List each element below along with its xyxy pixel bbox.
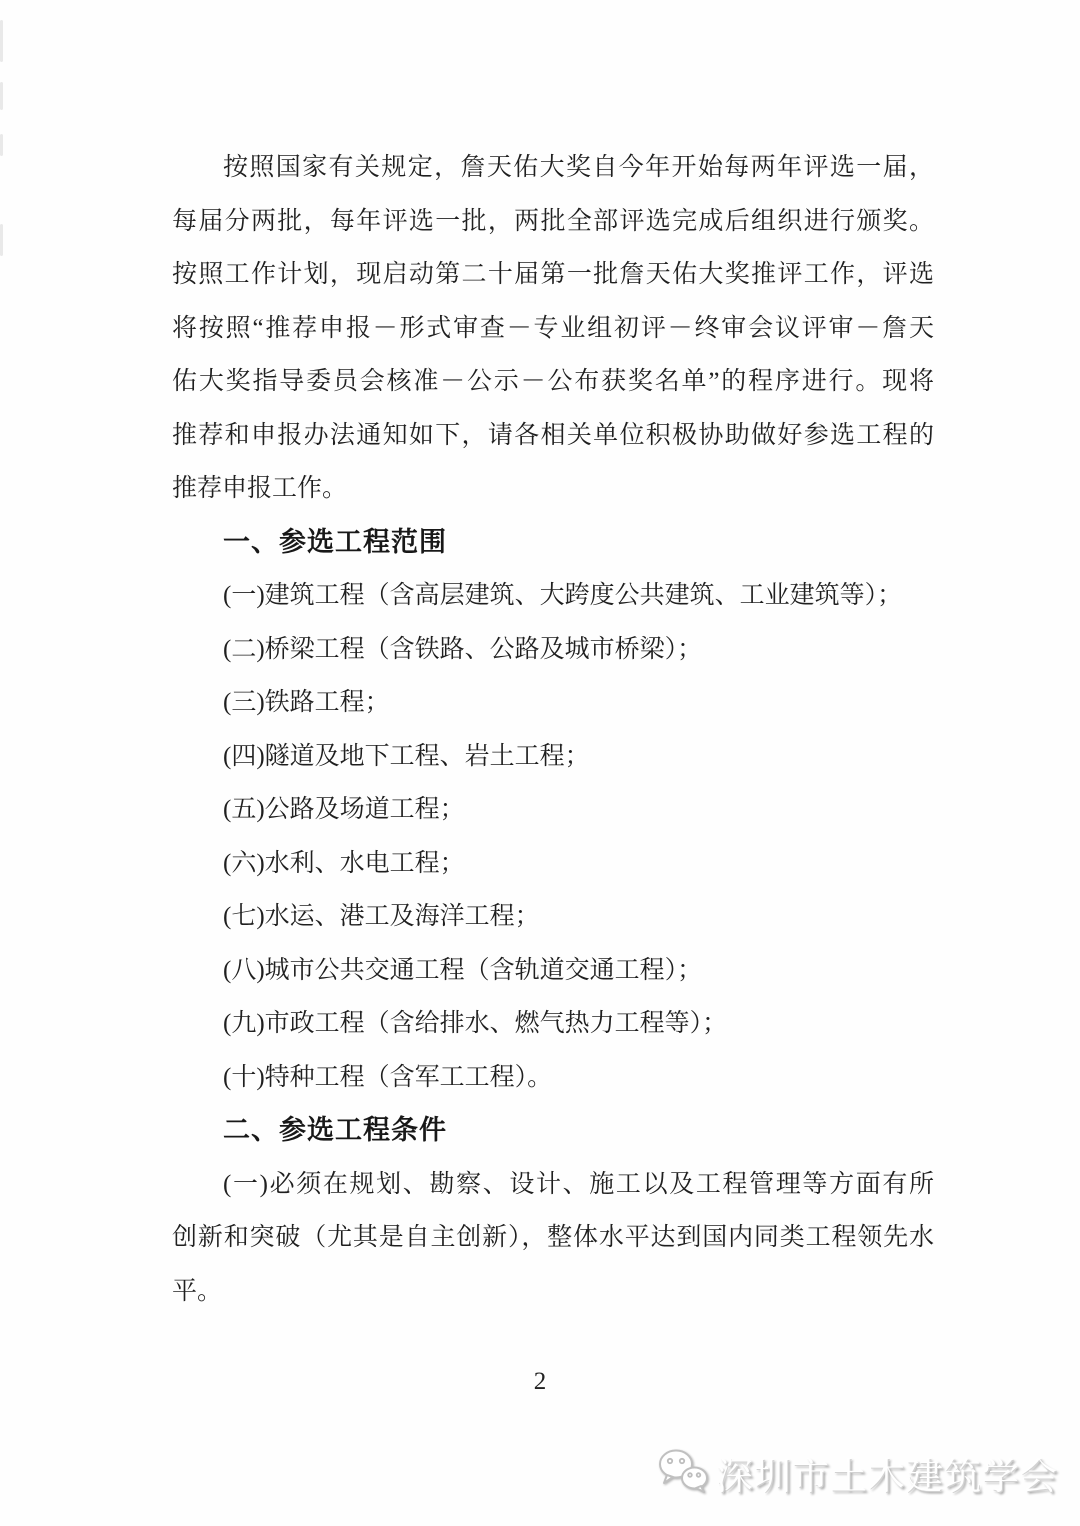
scan-artifact xyxy=(0,82,3,110)
paragraph-line: 每届分两批，每年评选一批，两批全部评选完成后组织进行颁奖。 xyxy=(172,207,934,235)
paragraph-line: 平。 xyxy=(172,1277,223,1305)
wechat-icon xyxy=(657,1447,709,1500)
list-item: (一)建筑工程（含高层建筑、大跨度公共建筑、工业建筑等）； xyxy=(223,582,903,609)
list-item: (四)隧道及地下工程、岩土工程； xyxy=(223,742,590,770)
scan-artifact xyxy=(0,20,3,62)
watermark-text: 深圳市土木建筑学会 xyxy=(716,1456,1058,1497)
list-item: (二)桥梁工程（含铁路、公路及城市桥梁）； xyxy=(223,635,703,663)
page-number: 2 xyxy=(533,1368,547,1395)
paragraph-line: 将按照“推荐申报－形式审查－专业组初评－终审会议评审－詹天 xyxy=(172,314,934,342)
section-heading-scope: 一、参选工程范围 xyxy=(223,526,447,557)
paragraph-line: 推荐申报工作。 xyxy=(172,475,348,502)
list-item: (九)市政工程（含给排水、燃气热力工程等）； xyxy=(223,1010,728,1037)
list-item: (八)城市公共交通工程（含轨道交通工程）； xyxy=(223,956,703,984)
document-body xyxy=(172,141,934,1318)
list-item: (七)水运、港工及海洋工程； xyxy=(223,903,540,930)
paragraph-line: 推荐和申报办法通知如下，请各相关单位积极协助做好参选工程的 xyxy=(172,421,934,449)
list-item: (五)公路及场道工程； xyxy=(223,796,465,823)
list-item: (十)特种工程（含军工工程）。 xyxy=(223,1063,553,1091)
list-item: (三)铁路工程； xyxy=(223,689,390,716)
paragraph-line: 按照工作计划，现启动第二十届第一批詹天佑大奖推评工作，评选 xyxy=(172,261,934,288)
scan-artifact xyxy=(0,224,3,256)
scan-artifact xyxy=(0,134,3,156)
paragraph-line: 按照国家有关规定，詹天佑大奖自今年开始每两年评选一届， xyxy=(223,154,934,181)
section-heading-conditions: 二、参选工程条件 xyxy=(223,1115,447,1145)
list-item: (六)水利、水电工程； xyxy=(223,849,465,877)
paragraph-line: 佑大奖指导委员会核准－公示－公布获奖名单”的程序进行。现将 xyxy=(172,368,934,395)
paragraph-line: 创新和突破（尤其是自主创新），整体水平达到国内同类工程领先水 xyxy=(172,1224,934,1251)
paragraph-line: (一)必须在规划、勘察、设计、施工以及工程管理等方面有所 xyxy=(223,1170,934,1198)
watermark xyxy=(657,1446,1058,1500)
